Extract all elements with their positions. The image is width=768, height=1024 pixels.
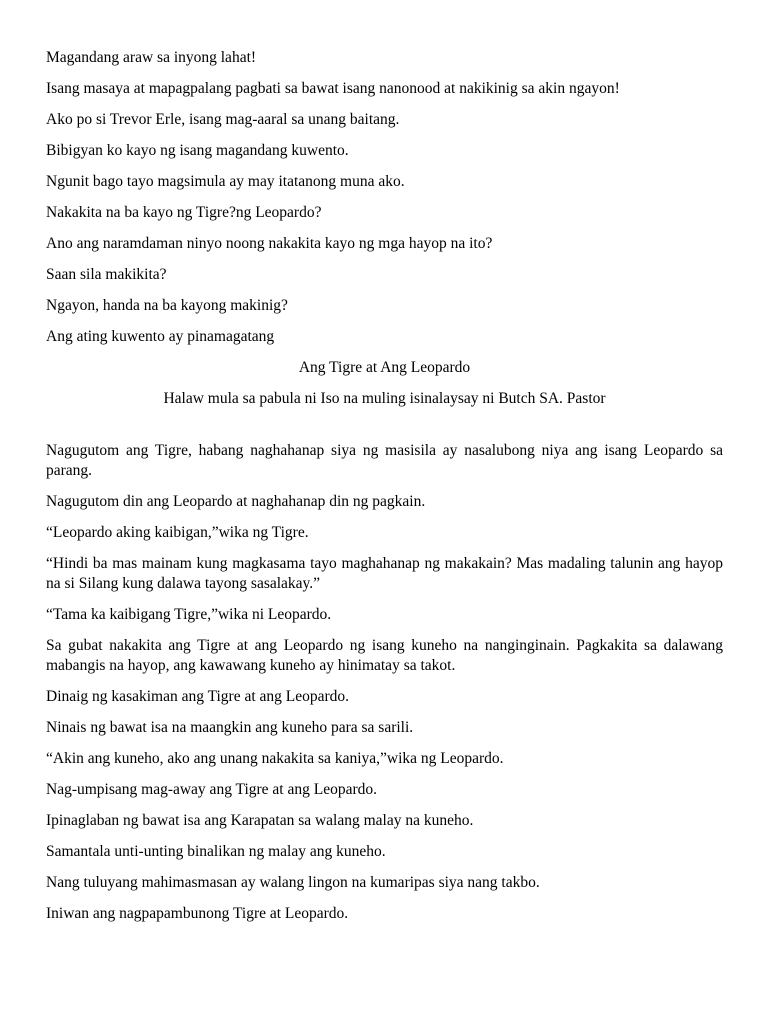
- intro-line: Ngayon, handa na ba kayong makinig?: [46, 297, 288, 314]
- section-spacer: [46, 420, 723, 441]
- intro-line: Ang ating kuwento ay pinamagatang: [46, 328, 275, 345]
- document-page: [46, 48, 723, 935]
- story-paragraph: Nagugutom din ang Leopardo at naghahanap din ng pagkain.: [46, 493, 426, 510]
- story-paragraph: Sa gubat nakakita ang Tigre at ang Leopardo ng isang kuneho na nanginginain. Pagkakita sa dalawang mabangis na hayop, ang kawawang kuneho ay hinimatay sa takot.: [46, 637, 723, 674]
- story-paragraph: Samantala unti-unting binalikan ng malay ang kuneho.: [46, 843, 386, 860]
- intro-line: Nakakita na ba kayo ng Tigre?ng Leopardo?: [46, 204, 322, 221]
- story-paragraph: Iniwan ang nagpapambunong Tigre at Leopardo.: [46, 905, 349, 922]
- story-paragraph: Nang tuluyang mahimasmasan ay walang lingon na kumaripas siya nang takbo.: [46, 874, 540, 891]
- story-source: Halaw mula sa pabula ni Iso na muling isinalaysay ni Butch SA. Pastor: [163, 390, 606, 407]
- story-paragraph: Ninais ng bawat isa na maangkin ang kuneho para sa sarili.: [46, 719, 414, 736]
- story-paragraph: Nag-umpisang mag-away ang Tigre at ang Leopardo.: [46, 781, 378, 798]
- intro-line: Ako po si Trevor Erle, isang mag-aaral sa unang baitang.: [46, 111, 400, 128]
- intro-line: Ano ang naramdaman ninyo noong nakakita kayo ng mga hayop na ito?: [46, 235, 493, 252]
- story-paragraph: Dinaig ng kasakiman ang Tigre at ang Leopardo.: [46, 688, 350, 705]
- intro-line: Ngunit bago tayo magsimula ay may itatanong muna ako.: [46, 173, 405, 190]
- intro-line: Isang masaya at mapagpalang pagbati sa bawat isang nanonood at nakikinig sa akin ngayon!: [46, 80, 620, 97]
- story-paragraph: “Hindi ba mas mainam kung magkasama tayo maghahanap ng makakain? Mas madaling talunin ang hayop na si Silang kung dalawa tayong sasalakay.”: [46, 555, 723, 592]
- story-paragraph: Nagugutom ang Tigre, habang naghahanap siya ng masisila ay nasalubong niya ang isang Leopardo sa parang.: [46, 442, 723, 479]
- story-title: Ang Tigre at Ang Leopardo: [298, 359, 471, 376]
- intro-line: Saan sila makikita?: [46, 266, 167, 283]
- story-paragraph: “Leopardo aking kaibigan,”wika ng Tigre.: [46, 524, 309, 541]
- greeting-line: Magandang araw sa inyong lahat!: [46, 49, 257, 66]
- story-paragraph: Ipinaglaban ng bawat isa ang Karapatan sa walang malay na kuneho.: [46, 812, 474, 829]
- intro-line: Bibigyan ko kayo ng isang magandang kuwento.: [46, 142, 349, 159]
- story-paragraph: “Tama ka kaibigang Tigre,”wika ni Leopardo.: [46, 606, 332, 623]
- story-paragraph: “Akin ang kuneho, ako ang unang nakakita sa kaniya,”wika ng Leopardo.: [46, 750, 504, 767]
